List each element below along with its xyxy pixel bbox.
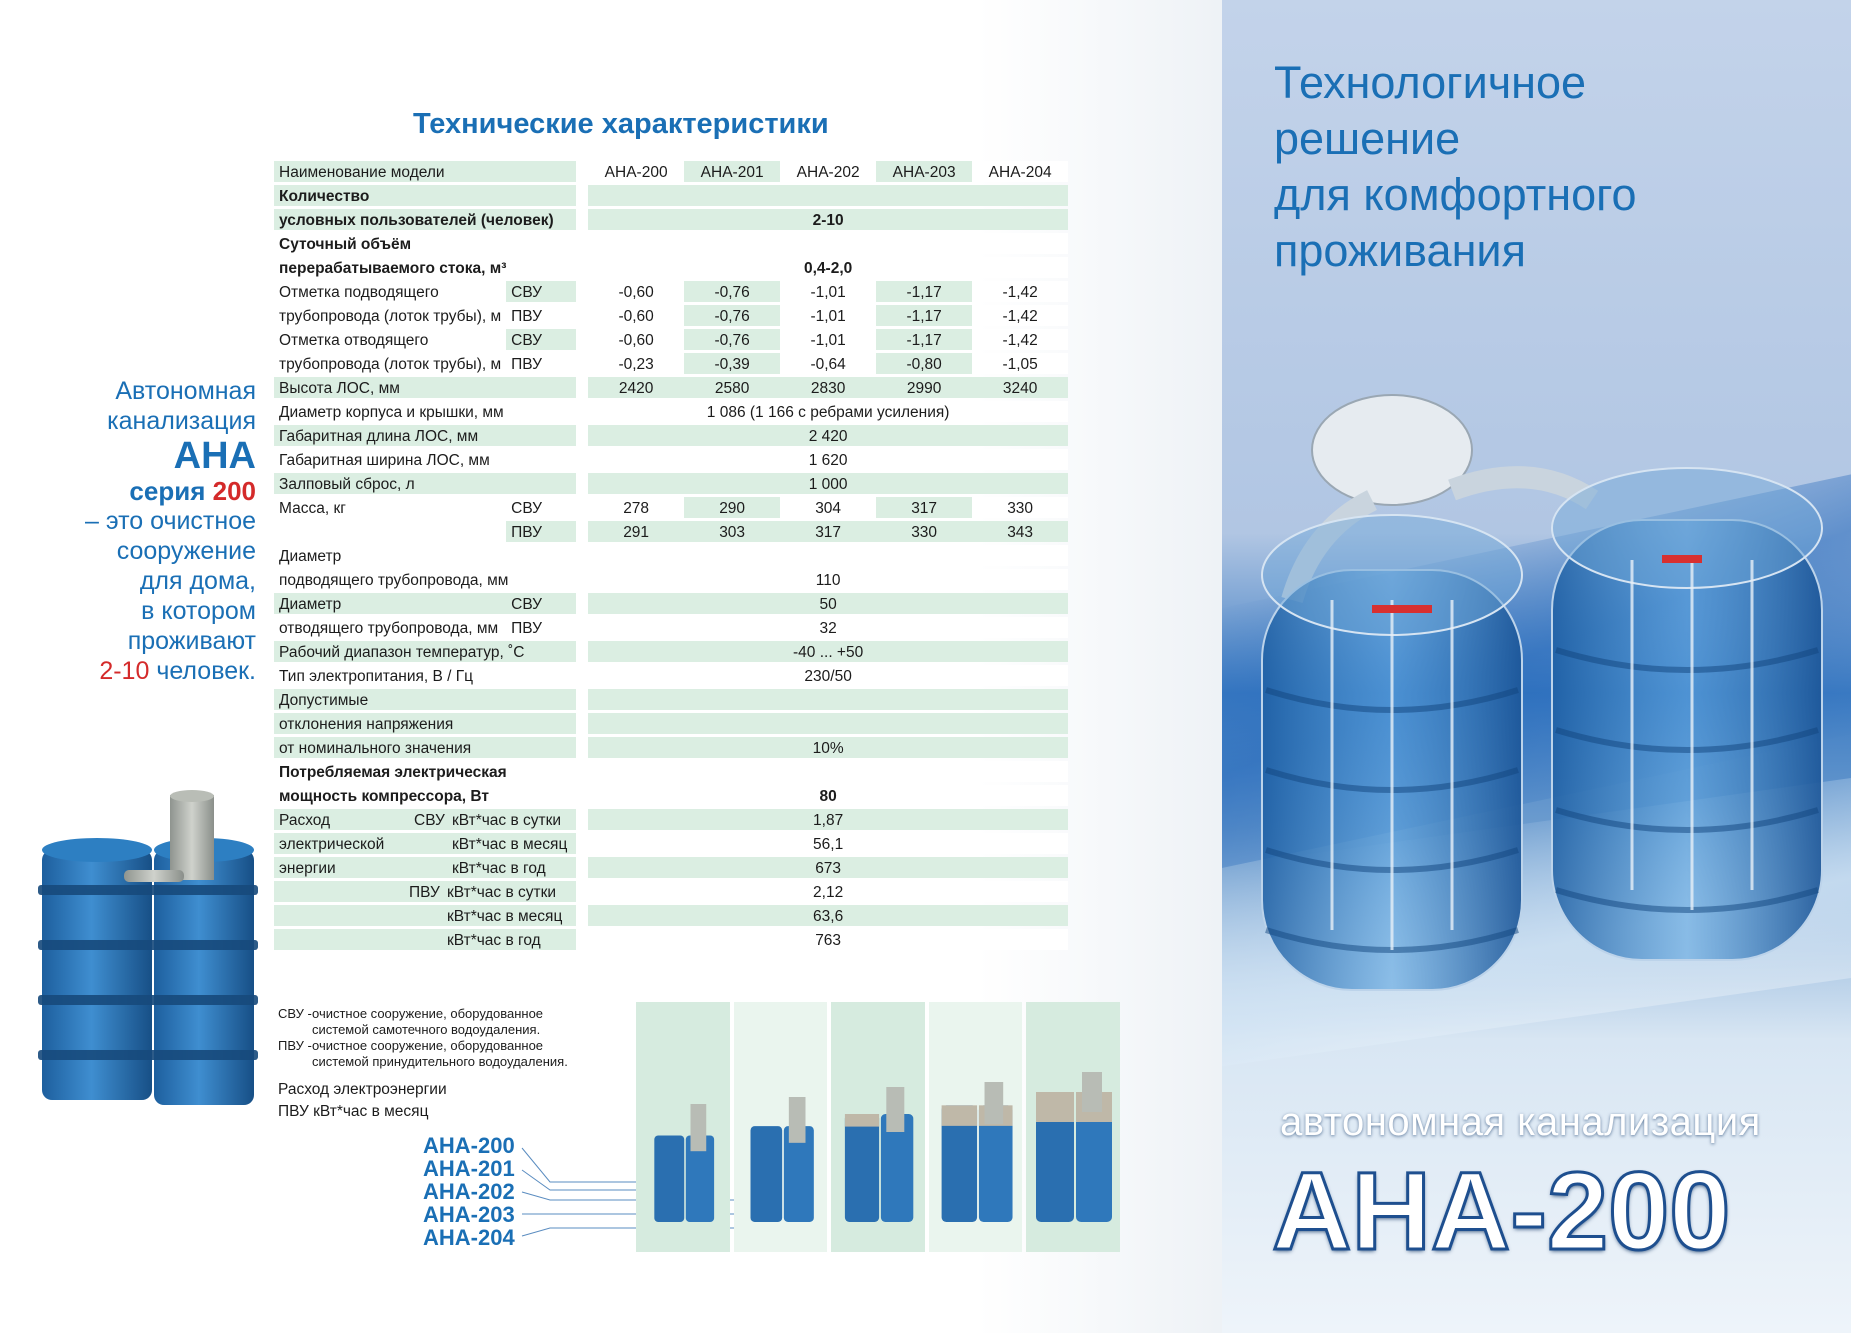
row-label: Габаритная длина ЛОС, мм [274,425,576,446]
cell: -1,01 [780,329,876,350]
spec-table [274,158,1068,953]
row-unit: кВт*час в месяц [452,836,568,853]
header-model: АНА-202 [780,161,876,182]
cell: 3240 [972,377,1068,398]
row-unit: кВт*час в месяц [447,908,563,925]
row-label: Высота ЛОС, мм [274,377,576,398]
note-text: Расход электроэнергии [278,1081,447,1098]
header-model: АНА-204 [972,161,1068,182]
cell: -0,80 [876,353,972,374]
cell: -1,42 [972,305,1068,326]
legend-notes [278,1006,568,1070]
table-row [274,737,1068,758]
cell: 317 [876,497,972,518]
row-sublabel: СВУ [506,281,576,302]
tank-mini-illustration [744,1097,822,1222]
row-label: Тип электропитания, В / Гц [274,665,576,686]
row-label: Диаметр корпуса и крышки, мм [274,401,576,422]
row-value: 0,4-2,0 [588,257,1068,278]
table-row [274,641,1068,662]
tank-mini-illustration [1036,1072,1114,1222]
row-value: 110 [588,569,1068,590]
row-sublabel: СВУ [506,593,576,614]
row-sublabel: ПВУ [506,617,576,638]
product-name: АНА-200 [1272,1150,1731,1273]
row-sublabel: ПВУ [506,521,576,542]
promo-line: сооружение [116,537,256,565]
row-unit: кВт*час в сутки [452,812,562,829]
row-value: 2-10 [588,209,1068,230]
row-value: 2 420 [588,425,1068,446]
note-text: очистное сооружение, оборудованное [312,1038,544,1053]
note-text: очистное сооружение, оборудованное [312,1006,544,1021]
note-text: системой самотечного водоудаления. [312,1022,541,1037]
table-row [274,233,1068,254]
cell: -0,60 [588,329,684,350]
table-row [274,305,1068,326]
row-label: Диаметр [274,593,506,614]
row-label: от номинального значения [274,737,576,758]
row-label: Количество [274,185,576,206]
tagline-line: для комфортного [1274,169,1637,220]
row-label: Габаритная ширина ЛОС, мм [274,449,576,470]
row-sublabel: ПВУ [506,353,576,374]
row-label: отклонения напряжения [274,713,576,734]
table-row [274,353,1068,374]
tank-mini-illustration [646,1104,724,1222]
cell: -1,42 [972,329,1068,350]
note-text: ПВУ кВт*час в месяц [278,1103,429,1120]
cell: -1,01 [780,281,876,302]
table-row [274,209,1068,230]
row-value: 1 000 [588,473,1068,494]
table-row [274,593,1068,614]
table-row [274,257,1068,278]
tank-model-cell [929,1002,1023,1252]
table-row [274,713,1068,734]
promo-brand: АНА [173,435,256,477]
promo-line: проживают [127,627,256,655]
header-model: АНА-201 [684,161,780,182]
row-label: Расход [279,812,331,829]
table-row [274,473,1068,494]
row-sublabel: СВУ [414,812,445,829]
table-row [274,833,1068,854]
row-label: Отметка отводящего [274,329,506,350]
row-label: отводящего трубопровода, мм [274,617,506,638]
tank-model-cell [636,1002,730,1252]
table-row [274,689,1068,710]
table-row [274,377,1068,398]
cell: 303 [684,521,780,542]
promo-line: в котором [141,597,256,625]
row-label: трубопровода (лоток трубы), м [274,305,506,326]
cell: 2420 [588,377,684,398]
cell: 317 [780,521,876,542]
row-unit: кВт*час в год [452,860,546,877]
table-row [274,545,1068,566]
model-label: АНА-200 [423,1133,515,1158]
tank-models-row [636,1002,1120,1252]
table-row [274,449,1068,470]
promo-people: человек. [156,657,256,685]
cell: 291 [588,521,684,542]
row-value: 2,12 [588,881,1068,902]
row-value: 1 086 (1 166 с ребрами усиления) [588,401,1068,422]
tagline-line: решение [1274,113,1461,164]
model-label: АНА-204 [423,1225,515,1250]
row-unit: кВт*час в сутки [447,884,557,901]
cell: -0,23 [588,353,684,374]
cell: 2580 [684,377,780,398]
model-label: АНА-202 [423,1179,515,1204]
cell: 2990 [876,377,972,398]
row-value: 1,87 [588,809,1068,830]
model-list [423,1134,515,1249]
cell: -1,05 [972,353,1068,374]
cell: -1,17 [876,305,972,326]
cell: 343 [972,521,1068,542]
cell: -1,17 [876,329,972,350]
promo-line: для дома, [139,567,256,595]
section-title: Технические характеристики [413,108,829,140]
extra-notes [278,1079,447,1123]
note-text: системой принудительного водоудаления. [312,1054,568,1069]
product-subtitle: автономная канализация [1280,1100,1761,1144]
table-row [274,521,1068,542]
cell: -0,64 [780,353,876,374]
cell: 330 [876,521,972,542]
row-label: Масса, кг [274,497,506,518]
table-row [274,281,1068,302]
row-sublabel: ПВУ [506,305,576,326]
row-label: подводящего трубопровода, мм [274,569,576,590]
row-label: энергии [279,860,336,877]
cell: -1,17 [876,281,972,302]
cell: -0,39 [684,353,780,374]
table-row [274,929,1068,950]
tagline [1274,55,1834,279]
cell: 2830 [780,377,876,398]
table-row [274,329,1068,350]
row-unit: кВт*час в год [447,932,541,949]
row-value: 63,6 [588,905,1068,926]
model-label: АНА-203 [423,1202,515,1227]
row-value: 1 620 [588,449,1068,470]
row-label: мощность компрессора, Вт [274,785,576,806]
cell: 330 [972,497,1068,518]
cell: -0,60 [588,281,684,302]
row-label: Отметка подводящего [274,281,506,302]
header-model-label: Наименование модели [274,161,576,182]
cell: 290 [684,497,780,518]
row-value: 50 [588,593,1068,614]
row-label: Допустимые [274,689,576,710]
promo-series-num: 200 [212,476,256,506]
header-model: АНА-200 [588,161,684,182]
note-key: ПВУ - [278,1038,312,1053]
row-label: Диаметр [274,545,576,566]
promo-line: канализация [107,407,256,435]
table-header-row [274,161,1068,182]
cell: 304 [780,497,876,518]
cell: -0,76 [684,305,780,326]
table-row [274,809,1068,830]
side-promo-text [70,376,256,686]
table-row [274,497,1068,518]
cell: -0,76 [684,329,780,350]
row-label: Суточный объём [274,233,576,254]
promo-series-word: серия [129,476,206,506]
row-value: -40 ... +50 [588,641,1068,662]
header-model: АНА-203 [876,161,972,182]
tank-model-cell [734,1002,828,1252]
tank-mini-illustration [939,1082,1017,1222]
table-row [274,569,1068,590]
promo-range: 2-10 [99,657,150,685]
row-label: перерабатываемого стока, м³ [274,257,576,278]
row-value: 56,1 [588,833,1068,854]
product-tank-illustration [36,790,261,1120]
row-value: 230/50 [588,665,1068,686]
tagline-line: Технологичное [1274,57,1587,108]
row-sublabel: ПВУ [409,884,440,901]
table-row [274,665,1068,686]
row-value: 10% [588,737,1068,758]
row-label: Залповый сброс, л [274,473,576,494]
table-row [274,785,1068,806]
tank-model-cell [1026,1002,1120,1252]
row-value: 763 [588,929,1068,950]
table-row [274,881,1068,902]
model-label: АНА-201 [423,1156,515,1181]
table-row [274,905,1068,926]
note-key: СВУ - [278,1006,312,1021]
row-value: 673 [588,857,1068,878]
cell: -0,60 [588,305,684,326]
row-label: трубопровода (лоток трубы), м [274,353,506,374]
row-label: Рабочий диапазон температур, ˚С [274,641,576,662]
table-row [274,761,1068,782]
row-value: 80 [588,785,1068,806]
promo-line: Автономная [115,377,256,405]
cell: -1,01 [780,305,876,326]
cell: -1,42 [972,281,1068,302]
cell: 278 [588,497,684,518]
promo-line: – это очистное [85,507,256,535]
row-label: электрической [279,836,385,853]
table-row [274,401,1068,422]
table-row [274,185,1068,206]
transparent-tanks-illustration [1252,370,1832,1070]
row-sublabel: СВУ [506,329,576,350]
table-row [274,617,1068,638]
tank-model-cell [831,1002,925,1252]
cell: -0,76 [684,281,780,302]
tank-mini-illustration [841,1087,919,1222]
row-sublabel: СВУ [506,497,576,518]
table-row [274,425,1068,446]
cover-panel [1222,0,1851,1333]
row-label: условных пользователей (человек) [274,209,576,230]
row-label: Потребляемая электрическая [274,761,576,782]
row-value: 32 [588,617,1068,638]
table-row [274,857,1068,878]
tagline-line: проживания [1274,225,1526,276]
